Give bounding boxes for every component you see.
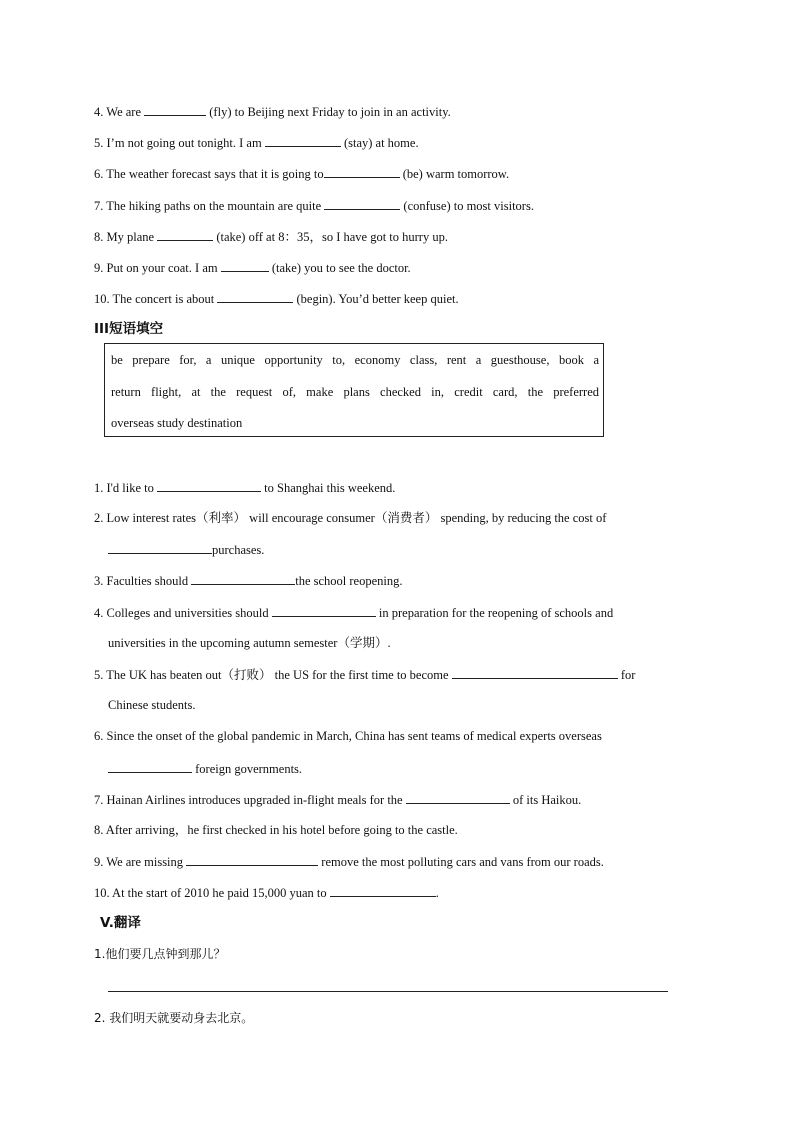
answer-blank[interactable] <box>217 290 293 303</box>
answer-blank[interactable] <box>144 103 206 116</box>
answer-blank[interactable] <box>265 134 341 147</box>
phrase-question-3: 3. Faculties should the school reopening. <box>94 574 403 588</box>
phrase-question-9: 9. We are missing remove the most polluting cars and vans from our roads. <box>94 855 604 869</box>
question-8: 8. My plane (take) off at 8：35，so I have got to hurry up. <box>94 230 448 244</box>
answer-blank[interactable] <box>191 572 295 585</box>
question-9: 9. Put on your coat. I am (take) you to see the doctor. <box>94 261 411 275</box>
answer-blank[interactable] <box>330 884 436 897</box>
phrase-question-6: 6. Since the onset of the global pandemic in March, China has sent teams of medical experts overseas <box>94 729 602 743</box>
translation-question-1: 1.他们要几点钟到那儿？ <box>94 947 226 961</box>
phrase-question-5-cont: Chinese students. <box>108 698 196 712</box>
answer-blank[interactable] <box>324 165 400 178</box>
question-4: 4. We are (fly) to Beijing next Friday to join in an activity. <box>94 105 451 119</box>
phrase-bank-line: be prepare for, a unique opportunity to, economy class, rent a guesthouse, book a <box>111 353 599 367</box>
answer-blank[interactable] <box>324 197 400 210</box>
answer-blank[interactable] <box>157 479 261 492</box>
question-10: 10. The concert is about (begin). You’d better keep quiet. <box>94 292 459 306</box>
phrase-question-6-cont: foreign governments. <box>108 760 302 777</box>
answer-blank[interactable] <box>452 666 618 679</box>
phrase-bank-line: overseas study destination <box>111 416 243 430</box>
phrase-bank-box <box>104 343 604 437</box>
answer-blank[interactable] <box>221 259 269 272</box>
phrase-question-4: 4. Colleges and universities should in preparation for the reopening of schools and <box>94 606 614 620</box>
phrase-question-7: 7. Hainan Airlines introduces upgraded in-flight meals for the of its Haikou. <box>94 793 582 807</box>
question-7: 7. The hiking paths on the mountain are quite (confuse) to most visitors. <box>94 199 534 213</box>
answer-blank[interactable] <box>157 228 213 241</box>
phrase-question-2-cont: purchases. <box>108 541 264 558</box>
phrase-question-4-cont: universities in the upcoming autumn semester（学期）. <box>108 636 391 650</box>
phrase-question-5: 5. The UK has beaten out（打败） the US for the first time to become for <box>94 668 636 682</box>
question-6: 6. The weather forecast says that it is going to (be) warm tomorrow. <box>94 167 510 181</box>
translation-answer-line[interactable] <box>108 991 668 992</box>
phrase-question-1: 1. I'd like to to Shanghai this weekend. <box>94 481 396 495</box>
phrase-question-10: 10. At the start of 2010 he paid 15,000 yuan to . <box>94 886 439 900</box>
answer-blank[interactable] <box>186 853 318 866</box>
section-5-heading: V.翻译 <box>100 915 141 931</box>
phrase-bank-line: return flight, at the request of, make plans checked in, credit card, the preferred <box>111 385 599 399</box>
phrase-question-2: 2. Low interest rates（利率） will encourage consumer（消费者） spending, by reducing the cost of <box>94 511 607 525</box>
answer-blank[interactable] <box>406 791 510 804</box>
answer-blank[interactable] <box>108 541 212 554</box>
question-5: 5. I’m not going out tonight. I am (stay) at home. <box>94 136 419 150</box>
section-3-heading: III短语填空 <box>94 321 164 337</box>
translation-question-2: 2. 我们明天就要动身去北京。 <box>94 1011 254 1025</box>
phrase-question-8: 8. After arriving，he first checked in his hotel before going to the castle. <box>94 823 458 837</box>
answer-blank[interactable] <box>272 604 376 617</box>
answer-blank[interactable] <box>108 760 192 773</box>
